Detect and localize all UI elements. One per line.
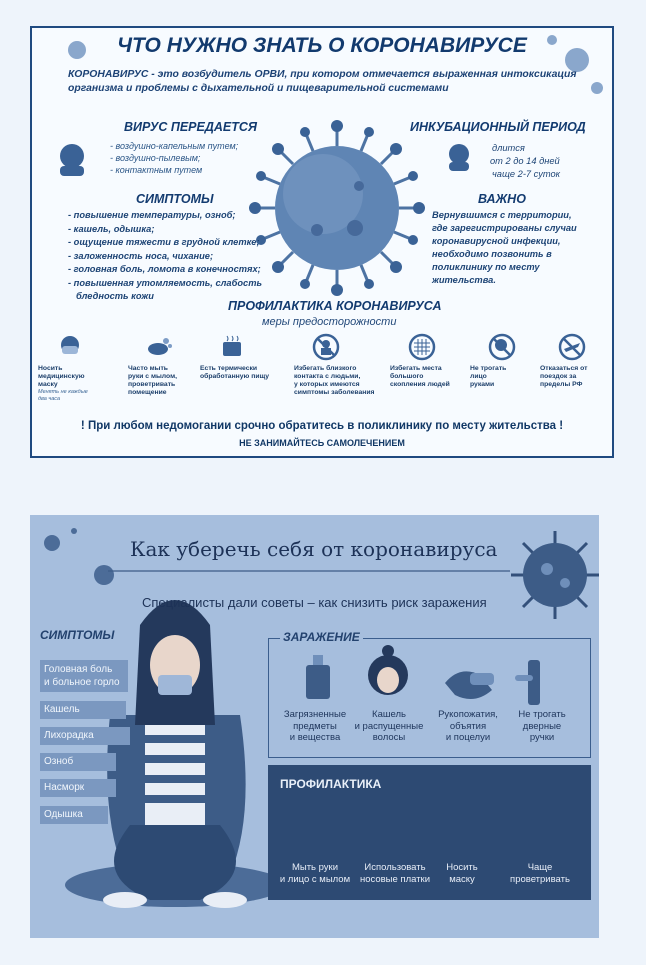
- mask-icon: [56, 333, 84, 361]
- symptoms-heading: СИМПТОМЫ: [40, 628, 115, 642]
- no-contact-icon: [312, 333, 340, 361]
- big-virus-icon: [511, 531, 599, 619]
- list-item: - ощущение тяжести в грудной клетке;: [68, 237, 260, 247]
- incubation-line3: чаще 2-7 суток: [492, 169, 561, 179]
- no-travel-icon: [558, 333, 586, 361]
- intro-text: КОРОНАВИРУС - это возбудитель ОРВИ, при котором отмечается выраженная интоксикация организма и проблемы с дыхательной и пищеварительной системами: [68, 69, 577, 94]
- list-item: - воздушно-пылевым;: [110, 153, 201, 163]
- prevention-heading: ПРОФИЛАКТИКА КОРОНАВИРУСА: [228, 299, 442, 313]
- infection-item: Загрязненные предметы и вещества: [283, 709, 347, 743]
- symptom-item: Озноб: [40, 753, 116, 771]
- small-virus-icon: [44, 528, 114, 585]
- wash-hands-icon: [146, 333, 174, 361]
- page-title: ЧТО НУЖНО ЗНАТЬ О КОРОНАВИРУСЕ: [117, 34, 527, 57]
- warning-text: ! При любом недомогании срочно обратитесь в поликлинику по месту жительства !: [80, 420, 564, 432]
- list-item: - контактным путем: [110, 165, 203, 175]
- symptom-item: Кашель: [40, 701, 126, 719]
- protection-tips-poster: [30, 515, 599, 938]
- coronavirus-info-poster: [30, 26, 614, 458]
- big-virus-icon: [249, 120, 425, 296]
- prevention-item-no-travel: Отказаться от поездок за пределы РФ: [540, 333, 608, 389]
- prevention-subheading: меры предосторожности: [262, 316, 397, 328]
- no-crowd-icon: [408, 333, 436, 361]
- incubation-line1: длится: [492, 143, 525, 153]
- symptom-item: Лихорадка: [40, 727, 130, 745]
- prevention-item: Мыть руки и лицо с мылом: [279, 862, 351, 885]
- symptom-item: Насморк: [40, 779, 116, 797]
- prevention-item: Использовать носовые платки: [359, 862, 431, 885]
- list-item: - кашель, одышка;: [68, 223, 155, 234]
- list-item: - воздушно-капельным путем;: [110, 141, 239, 151]
- poster-title: Как уберечь себя от коронавируса: [130, 537, 498, 561]
- list-item: бледность кожи: [76, 291, 154, 301]
- doctor-head-icon: [449, 144, 469, 171]
- no-self-treatment-text: НЕ ЗАНИМАЙТЕСЬ САМОЛЕЧЕНИЕМ: [239, 438, 405, 448]
- prevention-item-no-contact: Избегать близкого контакта с людьми, у которых имеются симптомы заболевания: [294, 333, 378, 397]
- prevention-item-no-touch-face: Не трогать лицо руками: [470, 333, 526, 389]
- important-text: Вернувшимся с территории, где зарегистрированы случаи коронавирусной инфекции, необходимо позвонить в поликлинику по месту жительства.: [432, 210, 577, 285]
- prevention-item-wash: Часто мыть руки с мылом, проветривать помещение: [128, 333, 190, 397]
- symptoms-list: [68, 209, 262, 304]
- poster-subtitle: Специалисты дали советы – как снизить риск заражения: [142, 595, 487, 610]
- symptoms-heading: СИМПТОМЫ: [136, 192, 214, 206]
- infection-heading: ЗАРАЖЕНИЕ: [280, 630, 363, 644]
- important-heading: ВАЖНО: [478, 192, 526, 206]
- prevention-item: Носить маску: [446, 862, 478, 885]
- infection-item: Кашель и распущенные волосы: [354, 709, 424, 743]
- prevention-item-no-crowd: Избегать места большого скопления людей: [390, 333, 460, 389]
- cooking-pot-icon: [218, 333, 246, 361]
- infection-item: Не трогать дверные ручки: [518, 709, 566, 743]
- prevention-item: Чаще проветривать: [510, 862, 570, 885]
- person-head-icon: [60, 144, 84, 176]
- transmission-list: [110, 140, 238, 176]
- list-item: - головная боль, ломота в конечностях;: [68, 264, 261, 274]
- incubation-line2: от 2 до 14 дней: [490, 156, 560, 166]
- list-item: - заложенность носа, чихание;: [68, 250, 214, 261]
- list-item: - повышение температуры, озноб;: [68, 210, 236, 220]
- prevention-item-cook: Есть термически обработанную пищу: [200, 333, 280, 381]
- incubation-heading: ИНКУБАЦИОННЫЙ ПЕРИОД: [410, 120, 586, 134]
- symptom-item: Головная боль и больное горло: [40, 660, 128, 692]
- list-item: - повышенная утомляемость, слабость: [68, 277, 262, 288]
- prevention-heading: ПРОФИЛАКТИКА: [280, 777, 382, 791]
- infection-item: Рукопожатия, объятия и поцелуи: [438, 709, 498, 743]
- prevention-item-mask: Носить медицинскую маску Менять не каждые два часа: [38, 333, 100, 403]
- symptom-item: Одышка: [40, 806, 108, 824]
- transmission-heading: ВИРУС ПЕРЕДАЕТСЯ: [124, 120, 258, 134]
- no-touch-face-icon: [488, 333, 516, 361]
